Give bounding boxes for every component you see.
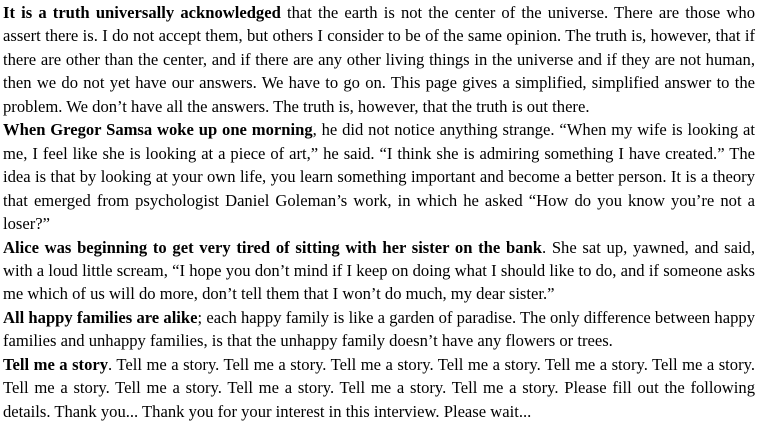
paragraph-body: that the earth is not the center of the universe. There are those who assert there is. I do not accept them, but others I consider to be of the same opinion. The truth is, however, that if there are other than the center, and if there are any other living things in the universe and if they are not human, then we do not yet have our answers. We have to go on. This page gives a simplified, simplified answer to the problem. We don’t have all the answers. The truth is, however, that the truth is out there. bbox=[3, 3, 755, 116]
paragraph-lead: When Gregor Samsa woke up one morning bbox=[3, 120, 313, 140]
paragraph-lead: Tell me a story bbox=[3, 354, 109, 374]
paragraph-lead: Alice was beginning to get very tired of sitting with her sister on the bank bbox=[3, 237, 542, 257]
paragraph bbox=[3, 353, 755, 423]
paragraph-body: ; each happy family is like a garden of paradise. The only difference between happy families and unhappy families, is that the unhappy family doesn’t have any flowers or trees. bbox=[3, 307, 755, 351]
paragraph bbox=[3, 1, 755, 118]
paragraph-lead: All happy families are alike bbox=[3, 307, 198, 327]
paragraph bbox=[3, 306, 755, 353]
paragraph bbox=[3, 118, 755, 235]
paragraph-body: . Tell me a story. Tell me a story. Tell me a story. Tell me a story. Tell me a story. Tell me a story. Tell me a story. Tell me a story. Tell me a story. Tell me a story. Tell me a story. Please fill out the following details. Thank you... Thank you for your interest in this interview. Please wait... bbox=[3, 354, 755, 421]
paragraph-body: . She sat up, yawned, and said, with a loud little scream, “I hope you don’t mind if I keep on doing what I should like to do, and if someone asks me which of us will do more, don’t tell them that I won’t do much, my dear sister.” bbox=[3, 237, 756, 304]
paragraph bbox=[3, 236, 755, 306]
paragraph-body: , he did not notice anything strange. “When my wife is looking at me, I feel like she is looking at a piece of art,” he said. “I think she is admiring something I have created.” The idea is that by looking at your own life, you learn something important and become a better person. It is a theory that emerged from psychologist Daniel Goleman’s work, in which he asked “How do you know you’re not a loser?” bbox=[3, 120, 755, 234]
paragraph-lead: It is a truth universally acknowledged bbox=[3, 3, 281, 22]
